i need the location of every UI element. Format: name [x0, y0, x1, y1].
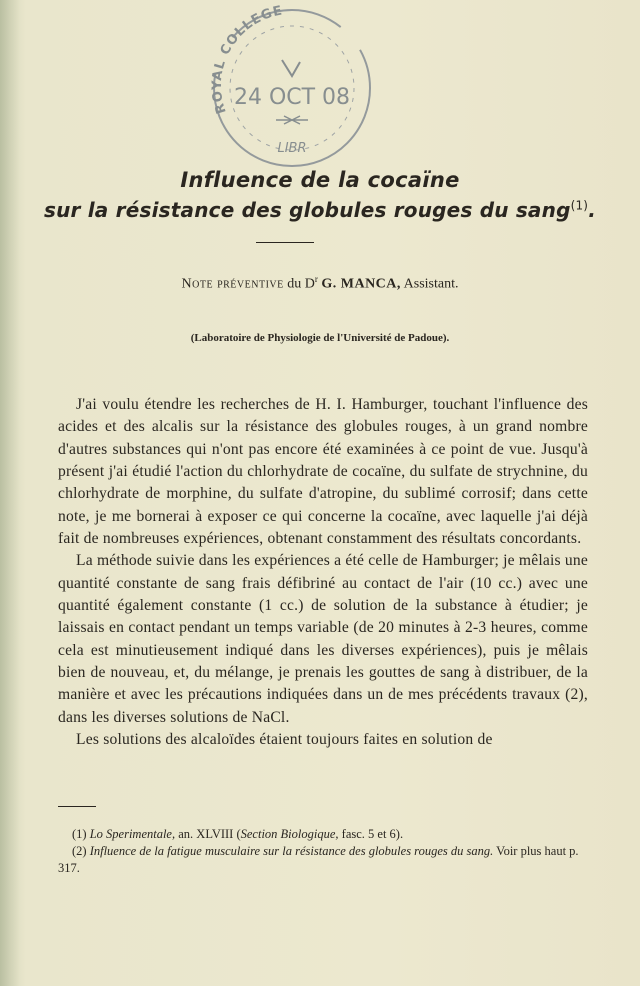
- article-title: Influence de la cocaïne: [180, 168, 460, 192]
- note-label: Note préventive: [181, 276, 284, 292]
- author-line: Note préventive du $D^r$ G. MANCA, Assistant.: [181, 274, 459, 292]
- footnote-2-num: (2): [72, 844, 87, 858]
- footnote-1-journal: Lo Sperimentale,: [89, 827, 176, 841]
- stamp-date: 24 OCT 08: [233, 85, 351, 110]
- paragraph-1: J'ai voulu étendre les recherches de H. I. Hamburger, touchant l'influence des acides et des alcalis sur la résistance des globules rouges, à un grand nombre d'autres substances qui n'ont pas encore été examinées à ce point de vue. Jusqu'à présent j'ai étudié l'action du chlorhydrate de cocaïne, du sulfate de strychnine, du chlorhydrate de morphine, du sulfate d'atropine, du sublimé corrosif; dans cette note, je me bornerai à exposer ce qui concerne la cocaïne, avec laquelle j'ai déjà fait de nombreuses expériences, obtenant constamment des résultats concordants.: [58, 396, 588, 548]
- article-subtitle-text: sur la résistance des globules rouges du sang: [43, 198, 571, 222]
- footnote-1: [58, 826, 598, 843]
- paragraph-2: La méthode suivie dans les expériences a été celle de Hamburger; je mêlais une quantité constante de sang frais défibriné au contact de l'air (10 cc.) avec une quantité également constante (1 cc.) de solution de la substance à étudier; je laissais en contact pendant un temps variable (de 20 minutes à 2-3 heures, comme cela est minutieusement indiqué dans les diverses expériences), puis je mêlais bien de nouveau, et, du mélange, je prenais les gouttes de sang à distribuer, de la manière et avec les précautions indiquées dans un de mes précédents travaux (2), dans les diverses solutions de NaCl.: [58, 552, 588, 726]
- title-divider: [256, 242, 314, 243]
- library-stamp-graphic: [196, 2, 388, 170]
- footnote-1-ref: an. XLVIII (: [175, 827, 241, 841]
- footnote-2-ref: Voir plus haut p. 317.: [58, 844, 579, 875]
- stamp-bottom-text: LIBR: [277, 141, 307, 156]
- footnote-2: [58, 843, 598, 877]
- paragraph-3: Les solutions des alcaloïdes étaient toujours faites en solution de: [76, 731, 493, 749]
- article-subtitle: sur la résistance des globules rouges du sang$^{(1)}$.: [43, 198, 597, 222]
- author-role: Assistant.: [403, 276, 459, 292]
- footnote-divider: [58, 806, 96, 807]
- footnote-1-section: Section Biologique,: [240, 827, 339, 841]
- author-du: du: [287, 276, 302, 292]
- laboratory-affiliation: (Laboratoire de Physiologie de l'Université de Padoue).: [190, 332, 450, 344]
- library-stamp: [196, 2, 388, 170]
- article-body: [58, 394, 588, 752]
- footnote-2-title: Influence de la fatigue musculaire sur la résistance des globules rouges du sang.: [89, 844, 494, 858]
- page-edge-shadow: [0, 0, 20, 986]
- stamp-arc-text: ROYAL COLLEGE: [209, 3, 285, 116]
- author-name: G. MANCA,: [321, 276, 401, 292]
- author-title: r: [314, 274, 318, 284]
- footnote-1-num: (1): [72, 827, 87, 841]
- footnote-1-fasc: fasc. 5 et 6).: [338, 827, 404, 841]
- footnotes: [58, 826, 598, 877]
- title-footnote-ref: (1): [570, 198, 589, 213]
